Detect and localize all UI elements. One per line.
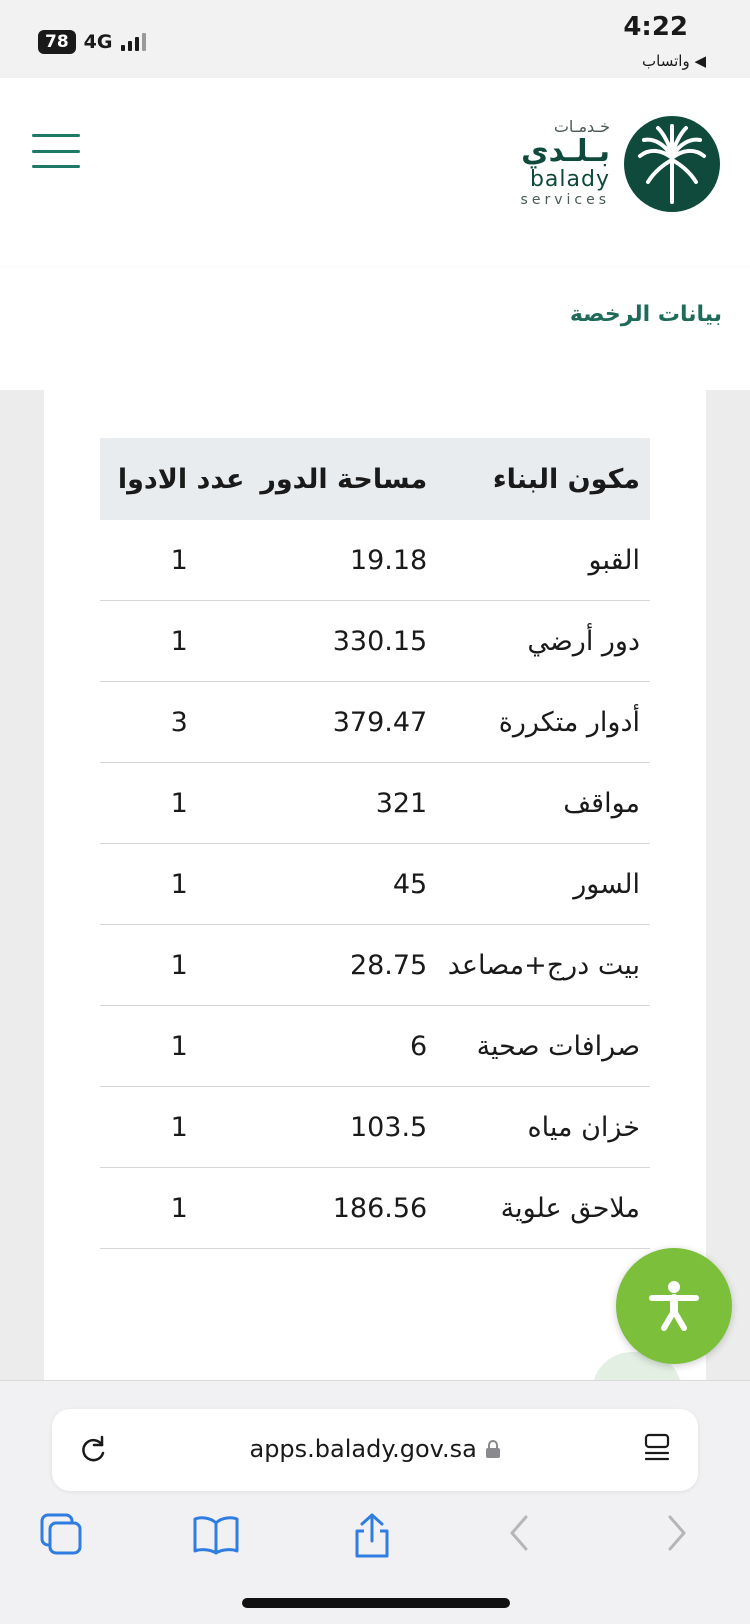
home-indicator[interactable] bbox=[242, 1598, 510, 1608]
cell-area: 330.15 bbox=[332, 625, 428, 657]
cell-area: 103.5 bbox=[349, 1111, 428, 1143]
table-header-row bbox=[100, 438, 650, 520]
table-row bbox=[100, 601, 650, 682]
cell-component: دور أرضي bbox=[527, 625, 640, 657]
cell-component: ملاحق علوية bbox=[500, 1192, 640, 1224]
status-bar bbox=[0, 0, 750, 78]
cell-floors: 1 bbox=[170, 868, 188, 900]
cell-area: 6 bbox=[410, 1030, 428, 1062]
logo-ar-big: بـلـدي bbox=[521, 134, 610, 169]
bookmarks-icon[interactable] bbox=[192, 1513, 240, 1561]
accessibility-icon[interactable] bbox=[616, 1248, 732, 1364]
cell-component: صرافات صحية bbox=[476, 1030, 640, 1062]
address-bar[interactable] bbox=[52, 1409, 698, 1491]
license-table-card bbox=[44, 390, 706, 1380]
cell-component: بيت درج+مصاعد bbox=[447, 949, 640, 981]
column-header-floors: عدد الادوا bbox=[117, 463, 245, 495]
url-display[interactable] bbox=[52, 1435, 698, 1463]
cell-floors: 1 bbox=[170, 787, 188, 819]
cell-component: مواقف bbox=[563, 787, 640, 819]
table-row bbox=[100, 1168, 650, 1249]
cell-component: أدوار متكررة bbox=[498, 706, 640, 738]
forward-icon[interactable] bbox=[664, 1513, 690, 1557]
column-header-area: مساحة الدور bbox=[260, 463, 428, 495]
lock-icon bbox=[485, 1435, 501, 1463]
cell-floors: 3 bbox=[170, 706, 188, 738]
browser-toolbar bbox=[0, 1501, 750, 1571]
battery-indicator: 78 bbox=[38, 30, 76, 54]
palm-emblem-icon[interactable] bbox=[624, 116, 720, 212]
cell-component: القبو bbox=[588, 544, 640, 576]
share-icon[interactable] bbox=[352, 1513, 392, 1563]
network-type: 4G bbox=[83, 31, 113, 53]
logo-text bbox=[521, 118, 610, 208]
cell-floors: 1 bbox=[170, 544, 188, 576]
logo-en: balady bbox=[529, 167, 610, 192]
tabs-icon[interactable] bbox=[40, 1513, 84, 1561]
reader-icon[interactable] bbox=[642, 1431, 672, 1467]
hamburger-icon[interactable] bbox=[32, 134, 80, 168]
back-icon[interactable] bbox=[506, 1513, 532, 1557]
building-components-table bbox=[100, 438, 650, 1249]
table-row bbox=[100, 763, 650, 844]
logo-ar-small: خـدمـات bbox=[553, 117, 610, 136]
browser-chrome bbox=[0, 1380, 750, 1624]
table-row bbox=[100, 844, 650, 925]
cell-component: خزان مياه bbox=[527, 1111, 640, 1143]
table-row bbox=[100, 925, 650, 1006]
cell-area: 321 bbox=[375, 787, 428, 819]
cell-area: 186.56 bbox=[332, 1192, 428, 1224]
column-header-component: مكون البناء bbox=[492, 463, 640, 495]
signal-icon bbox=[121, 33, 146, 51]
cell-floors: 1 bbox=[170, 1111, 188, 1143]
url-text: apps.balady.gov.sa bbox=[249, 1435, 477, 1463]
site-header bbox=[0, 78, 750, 269]
cell-area: 379.47 bbox=[332, 706, 428, 738]
back-to-app-link[interactable]: ◀ واتساب bbox=[642, 52, 706, 70]
cell-floors: 1 bbox=[170, 949, 188, 981]
logo-en-small: services bbox=[520, 192, 610, 208]
cell-floors: 1 bbox=[170, 625, 188, 657]
table-row bbox=[100, 520, 650, 601]
status-left bbox=[38, 30, 146, 54]
table-row bbox=[100, 682, 650, 763]
cell-component: السور bbox=[573, 868, 640, 900]
cell-area: 28.75 bbox=[349, 949, 428, 981]
cell-area: 45 bbox=[392, 868, 428, 900]
cell-area: 19.18 bbox=[349, 544, 428, 576]
title-section bbox=[0, 268, 750, 390]
table-row bbox=[100, 1006, 650, 1087]
clock: 4:22 bbox=[623, 12, 688, 42]
page-title: بيانات الرخصة bbox=[569, 302, 722, 327]
table-row bbox=[100, 1087, 650, 1168]
cell-floors: 1 bbox=[170, 1192, 188, 1224]
cell-floors: 1 bbox=[170, 1030, 188, 1062]
